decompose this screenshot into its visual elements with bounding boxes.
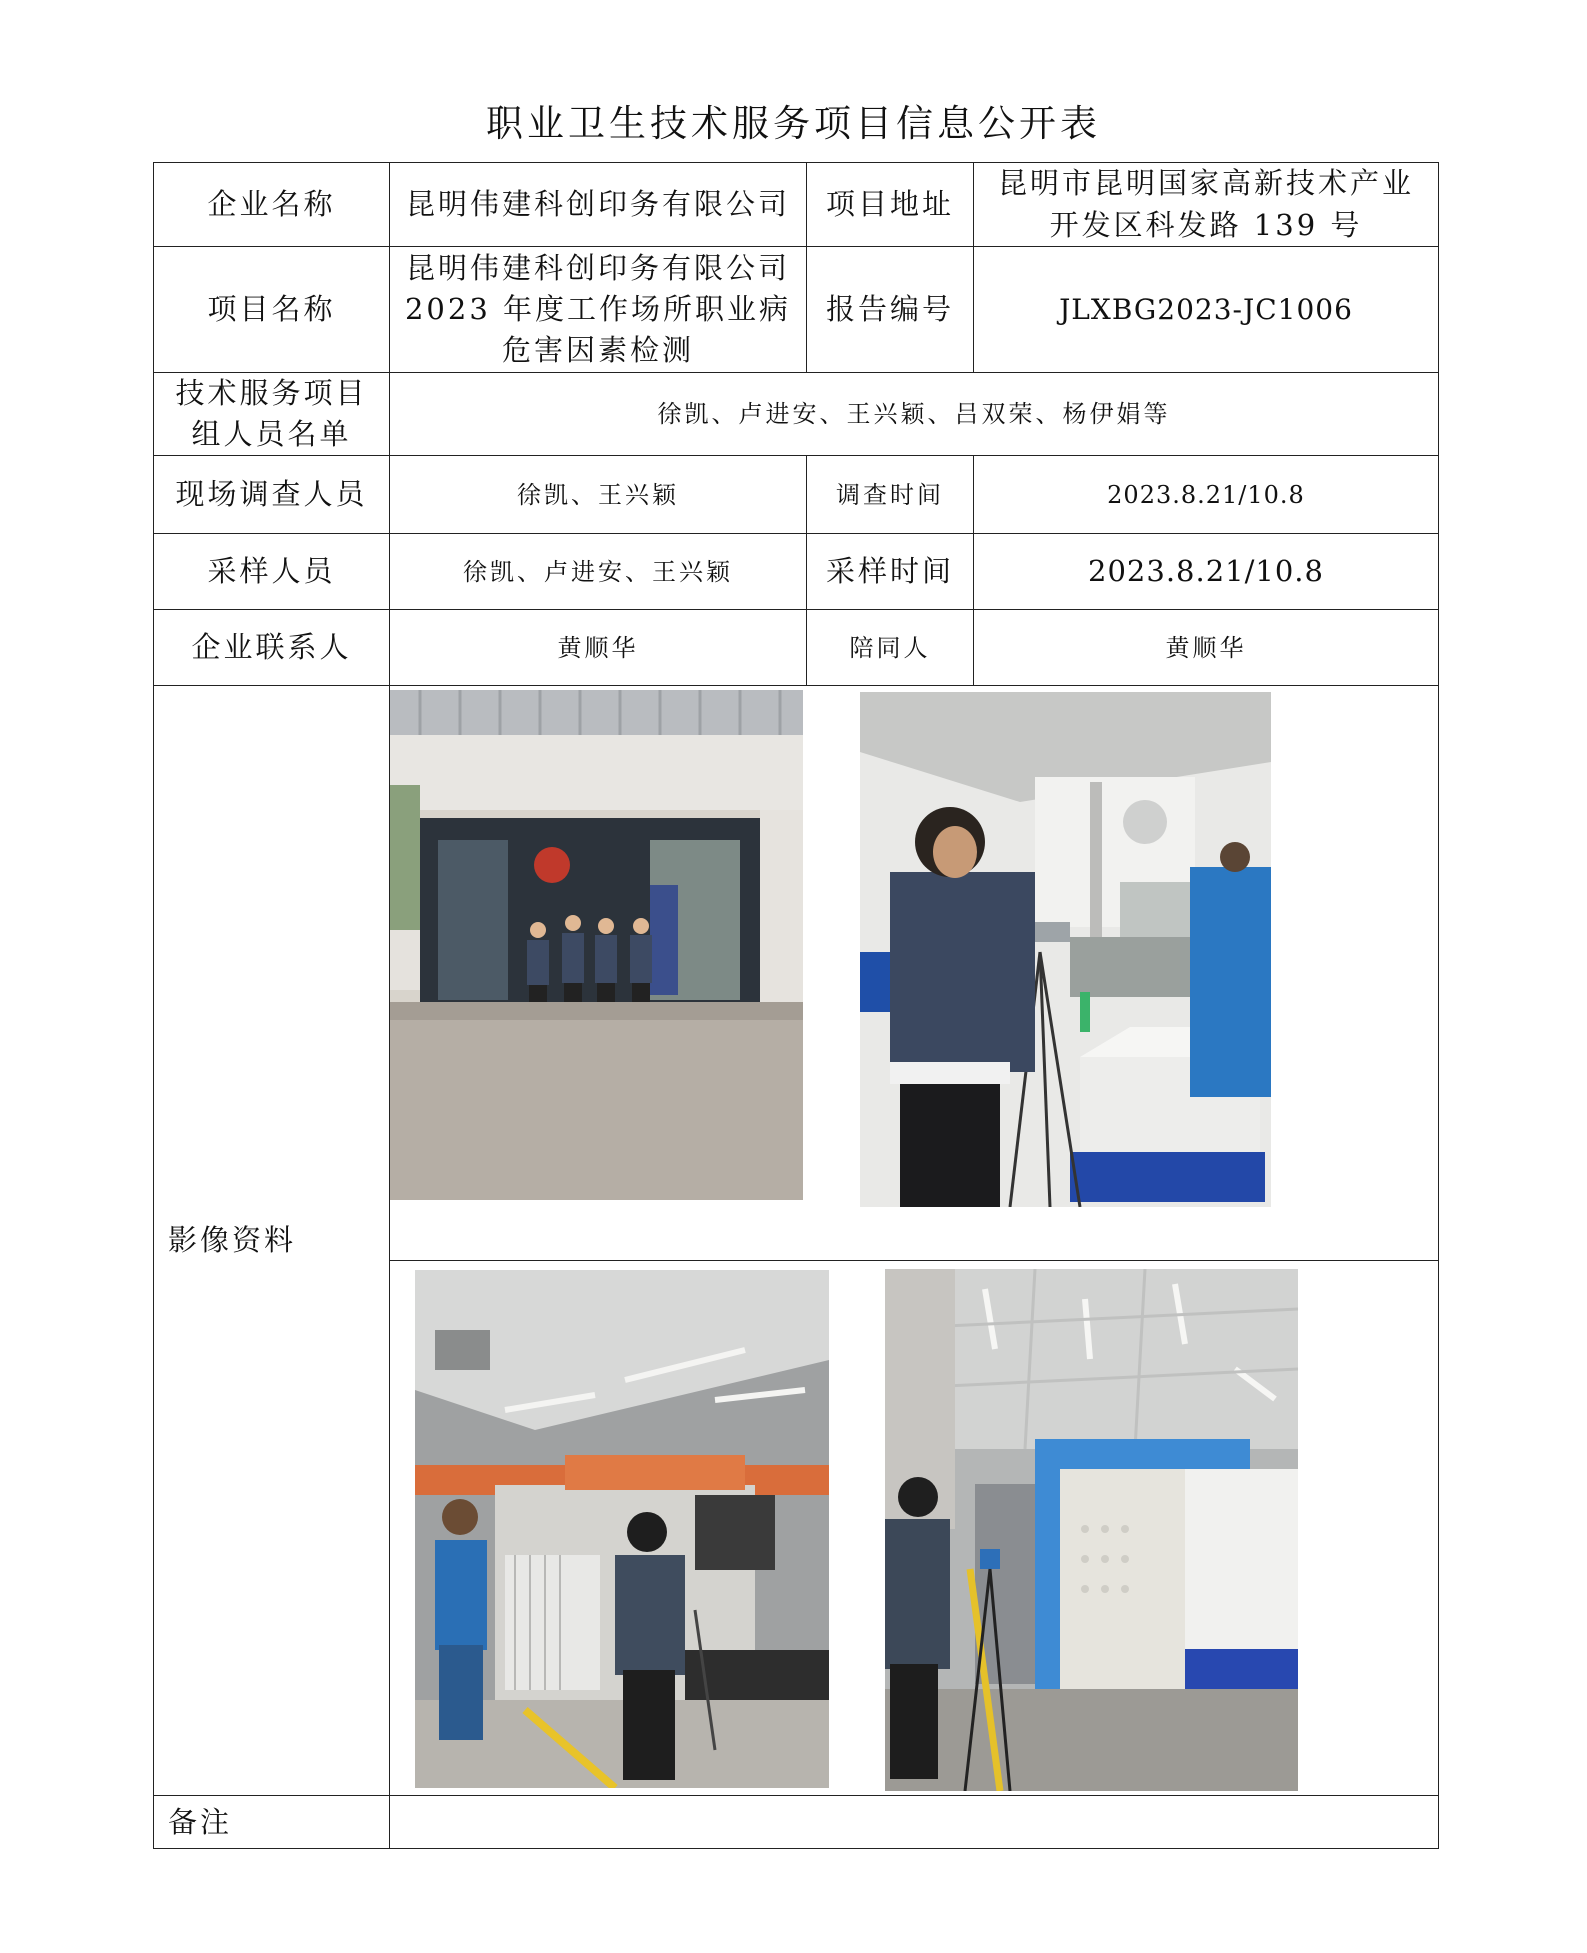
project-value: 昆明伟建科创印务有限公司2023 年度工作场所职业病危害因素检测: [390, 247, 807, 373]
sampling-time-label: 采样时间: [807, 534, 974, 610]
row-company: [154, 163, 1439, 247]
sampling-label: 采样人员: [154, 534, 390, 610]
survey-label: 现场调查人员: [154, 456, 390, 534]
row-team: [154, 373, 1439, 456]
project-label: 项目名称: [154, 247, 390, 373]
row-project: [154, 247, 1439, 373]
remarks-label: 备注: [154, 1796, 390, 1849]
machine-room-photo-2: [885, 1269, 1298, 1791]
report-label: 报告编号: [807, 247, 974, 373]
contact-value: 黄顺华: [390, 610, 807, 686]
sampling-value: 徐凯、卢进安、王兴颖: [390, 534, 807, 610]
row-contact: [154, 610, 1439, 686]
escort-label: 陪同人: [807, 610, 974, 686]
worker-measuring-photo: [860, 692, 1271, 1207]
machine-room-photo-1: [415, 1270, 829, 1788]
address-value: 昆明市昆明国家高新技术产业开发区科发路 139 号: [974, 163, 1439, 247]
survey-value: 徐凯、王兴颖: [390, 456, 807, 534]
escort-value: 黄顺华: [974, 610, 1439, 686]
contact-label: 企业联系人: [154, 610, 390, 686]
company-label: 企业名称: [154, 163, 390, 247]
report-number: JLXBG2023-JC1006: [974, 247, 1439, 373]
company-value: 昆明伟建科创印务有限公司: [390, 163, 807, 247]
images-label: 影像资料: [154, 686, 390, 1796]
team-label: 技术服务项目组人员名单: [154, 373, 390, 456]
row-remarks: [154, 1796, 1439, 1849]
row-sampling: [154, 534, 1439, 610]
survey-time-label: 调查时间: [807, 456, 974, 534]
team-value: 徐凯、卢进安、王兴颖、吕双荣、杨伊娟等: [390, 373, 1439, 456]
remarks-value: [390, 1796, 1439, 1849]
storefront-photo: [390, 690, 803, 1200]
document-title: 职业卫生技术服务项目信息公开表: [486, 102, 1101, 145]
survey-time-value: 2023.8.21/10.8: [974, 456, 1439, 534]
row-survey: [154, 456, 1439, 534]
sampling-time-value: 2023.8.21/10.8: [974, 534, 1439, 610]
address-label: 项目地址: [807, 163, 974, 247]
